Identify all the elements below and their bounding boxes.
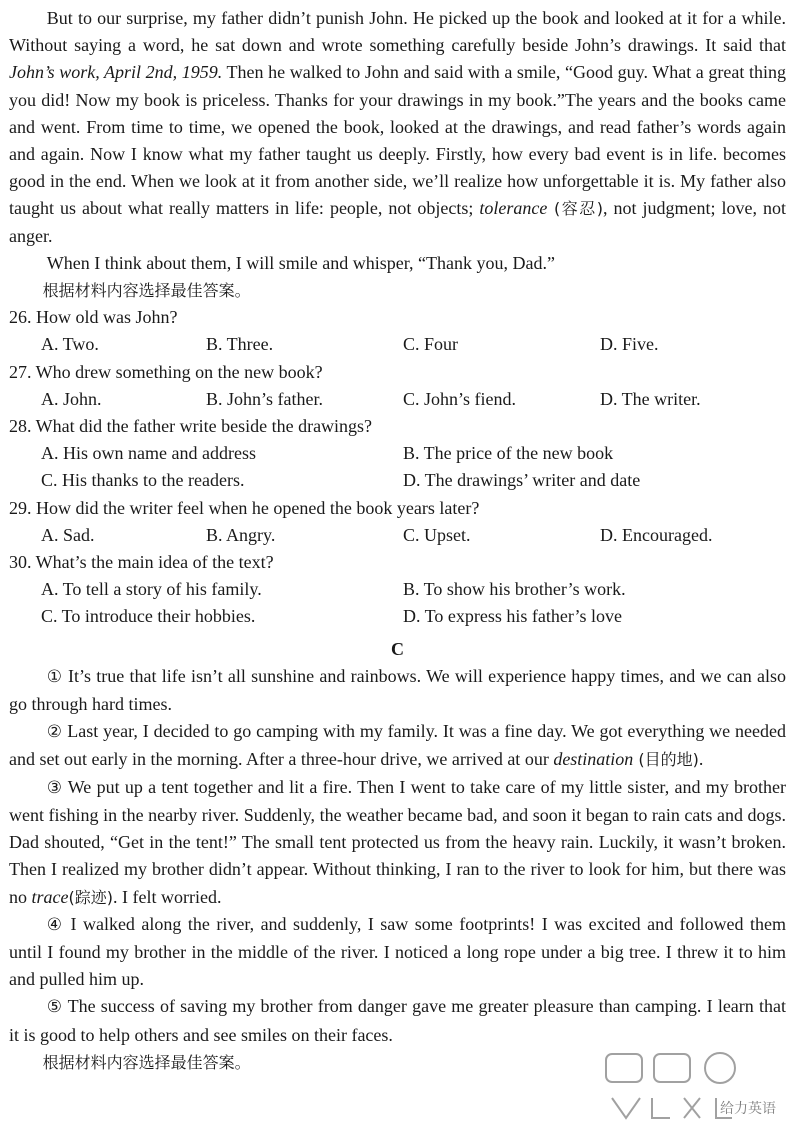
answer-option[interactable]: D. To express his father’s love <box>403 606 623 627</box>
answer-options <box>9 576 786 630</box>
answer-option[interactable]: B. To show his brother’s work. <box>403 579 626 600</box>
passage-text: We put up a tent together and lit a fire. Then I went to take care of my little sister, and my brother went fishing in the nearby river. Suddenly, the weather became bad, and soon it began to rain cats and dogs. Dad shouted, “Get in the tent!” The small tent protected us from the heavy rain. Luckily, it wasn’t broken. Then I realized my brother didn’t appear. Without thinking, I ran to the river to look for him, but there was no <box>9 776 786 907</box>
vocab-word: tolerance <box>479 198 548 219</box>
answer-options <box>9 331 786 358</box>
answer-option[interactable]: A. To tell a story of his family. <box>41 579 262 600</box>
answer-option[interactable]: C. His thanks to the readers. <box>41 470 245 491</box>
instruction-c: 根据材料内容选择最佳答案。 <box>42 1052 251 1072</box>
answer-option[interactable]: D. The drawings’ writer and date <box>403 470 641 491</box>
answer-options <box>9 440 786 494</box>
passage-c-paragraph-4 <box>9 911 786 994</box>
passage-b-paragraph-1 <box>9 5 786 250</box>
paragraph-number: ① <box>46 666 63 687</box>
answer-option[interactable]: A. Two. <box>41 334 99 355</box>
answer-option[interactable]: A. His own name and address <box>41 443 256 464</box>
paragraph-number: ③ <box>46 777 63 798</box>
question-stem: 28. What did the father write beside the drawings? <box>9 416 373 437</box>
passage-text: Then he walked to John and said with a smile, “Good guy. What a great thing you did! Now my book is priceless. Thanks for your drawings in my book.”The years and the books came and went. From time to time, we opened the book, looked at the drawings, and read father’s words again and again. Now I know what my father taught us deeply. Firstly, how every bad event is in life. becomes good in the end. When we look at it from another side, we’ll realize how unforgettable it is. My father also taught us about what really matters in life: people, not objects; <box>9 62 786 219</box>
section-heading-c: C <box>391 638 404 659</box>
question-stem: 27. Who drew something on the new book? <box>9 361 323 382</box>
passage-c-paragraph-1 <box>9 663 786 718</box>
answer-option[interactable]: C. To introduce their hobbies. <box>41 606 256 627</box>
vocab-word: destination <box>553 749 634 770</box>
watermark-text: 给力英语 <box>720 1101 776 1117</box>
vocab-word: trace <box>31 886 69 907</box>
answer-option[interactable]: C. John’s fiend. <box>403 388 517 409</box>
answer-option[interactable]: A. Sad. <box>41 524 95 545</box>
italic-quote: John’s work, April 2nd, 1959. <box>9 62 223 83</box>
answer-options <box>9 522 786 549</box>
passage-text: The success of saving my brother from danger gave me greater pleasure than camping. I learn that it is good to help others and see smiles on their faces. <box>9 996 786 1045</box>
paragraph-number: ④ <box>46 914 65 935</box>
paragraph-number: ⑤ <box>46 997 63 1018</box>
passage-text: It’s true that life isn’t all sunshine and rainbows. We will experience happy times, and we can also go through hard times. <box>9 665 786 715</box>
answer-option[interactable]: C. Four <box>403 334 459 355</box>
answer-option[interactable]: B. John’s father. <box>206 388 323 409</box>
answer-option[interactable]: D. Encouraged. <box>600 524 713 545</box>
vocab-gloss: (踪迹) <box>68 887 113 907</box>
paragraph-number: ② <box>46 722 63 743</box>
answer-option[interactable]: C. Upset. <box>403 524 471 545</box>
question-list <box>9 304 786 630</box>
question-stem: 30. What’s the main idea of the text? <box>9 552 274 573</box>
vocab-gloss: (目的地) <box>633 750 699 770</box>
passage-c-paragraph-2 <box>9 718 786 773</box>
answer-option[interactable]: A. John. <box>41 388 102 409</box>
vocab-gloss: (容忍) <box>547 199 603 219</box>
passage-text: , not judgment; love, not anger. <box>9 198 786 246</box>
passage-text: But to our surprise, my father didn’t punish John. He picked up the book and looked at it for a while. Without saying a word, he sat down and wrote something carefully beside John’s drawings. It said that <box>9 8 786 56</box>
passage-c-paragraph-5 <box>9 993 786 1048</box>
answer-option[interactable]: B. Angry. <box>206 524 276 545</box>
answer-option[interactable]: B. Three. <box>206 334 274 355</box>
answer-option[interactable]: B. The price of the new book <box>403 443 614 464</box>
answer-options <box>9 386 786 413</box>
instruction-b: 根据材料内容选择最佳答案。 <box>42 281 251 301</box>
passage-text: . I felt worried. <box>112 886 222 907</box>
passage-b-paragraph-2: When I think about them, I will smile and whisper, “Thank you, Dad.” <box>46 252 555 273</box>
answer-option[interactable]: D. The writer. <box>600 388 701 409</box>
question-stem: 29. How did the writer feel when he opened the book years later? <box>9 497 480 518</box>
passage-c-paragraph-3 <box>9 774 786 911</box>
passage-text: I walked along the river, and suddenly, I saw some footprints! I was excited and followed them until I found my brother in the middle of the river. I noticed a long rope under a big tree. I threw it to him and pulled him up. <box>9 913 786 990</box>
passage-text: Last year, I decided to go camping with my family. It was a fine day. We got everything we needed and set out early in the morning. After a three-hour drive, we arrived at our <box>9 721 786 770</box>
question-stem: 26. How old was John? <box>9 307 178 328</box>
answer-option[interactable]: D. Five. <box>600 334 659 355</box>
passage-text: . <box>698 749 704 770</box>
